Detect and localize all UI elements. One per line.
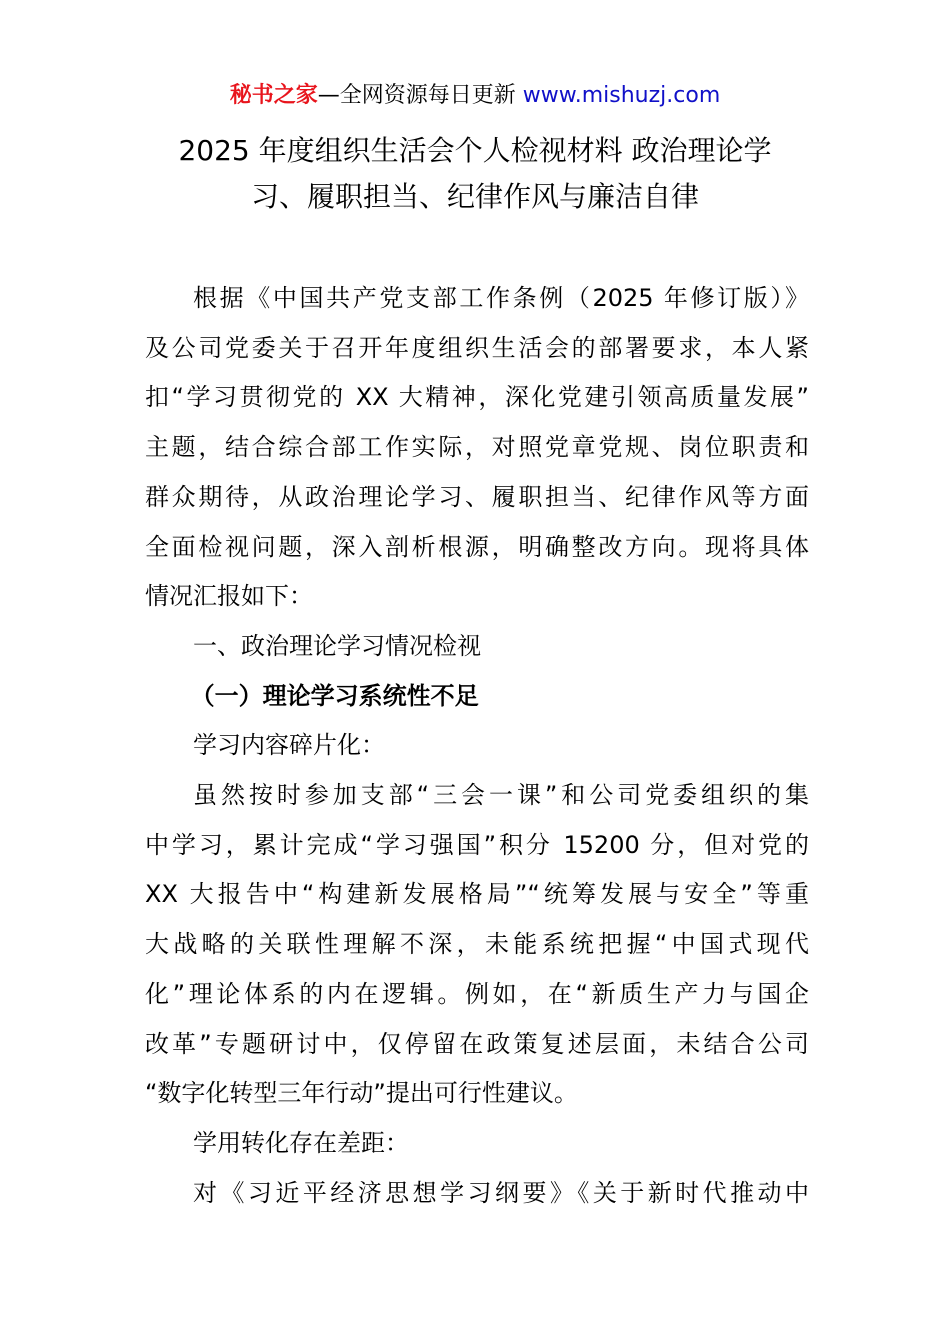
text-line: XX 大报告中“构建新发展格局”“统筹发展与安全”等重 <box>145 880 809 909</box>
text-line: 化”理论体系的内在逻辑。例如，在“新质生产力与国企 <box>145 979 809 1008</box>
text-line: 中学习，累计完成“学习强国”积分 15200 分，但对党的 <box>145 830 809 859</box>
text-line: 群众期待，从政治理论学习、履职担当、纪律作风等方面 <box>145 482 809 511</box>
document-title <box>100 128 850 220</box>
text-line: 主题，结合综合部工作实际，对照党章党规、岗位职责和 <box>145 433 809 462</box>
text-line: 对《习近平经济思想学习纲要》《关于新时代推动中 <box>193 1178 809 1207</box>
site-slogan: —全网资源每日更新 <box>317 83 516 108</box>
title-line-1: 2025 年度组织生活会个人检视材料 政治理论学 <box>178 134 772 167</box>
item-title: 学习内容碎片化： <box>193 731 385 760</box>
title-line-2: 习、履职担当、纪律作风与廉洁自律 <box>250 180 699 213</box>
text-line: 扣“学习贯彻党的 XX 大精神，深化党建引领高质量发展” <box>145 383 809 412</box>
site-url[interactable]: www.mishuzj.com <box>522 83 721 108</box>
section-heading: 一、政治理论学习情况检视 <box>193 631 481 660</box>
text-line: 改革”专题研讨中，仅停留在政策复述层面，未结合公司 <box>145 1029 809 1058</box>
text-line: 根据《中国共产党支部工作条例（2025 年修订版）》 <box>193 284 809 312</box>
text-line: 全面检视问题，深入剖析根源，明确整改方向。现将具体 <box>145 532 809 561</box>
text-line: 虽然按时参加支部“三会一课”和公司党委组织的集 <box>193 781 809 810</box>
item-title: 学用转化存在差距： <box>193 1128 409 1157</box>
text-line: 及公司党委关于召开年度组织生活会的部署要求，本人紧 <box>145 333 809 362</box>
text-line: “数字化转型三年行动”提出可行性建议。 <box>145 1079 578 1108</box>
site-brand: 秘书之家 <box>229 83 318 108</box>
document-body <box>145 274 809 1218</box>
subsection-heading: （一）理论学习系统性不足 <box>190 681 479 710</box>
site-header <box>0 80 950 112</box>
text-line: 情况汇报如下： <box>145 582 313 611</box>
item-paragraph <box>145 1169 809 1219</box>
item-paragraph <box>145 771 809 1119</box>
text-line: 大战略的关联性理解不深，未能系统把握“中国式现代 <box>145 930 809 959</box>
intro-paragraph <box>145 274 809 622</box>
